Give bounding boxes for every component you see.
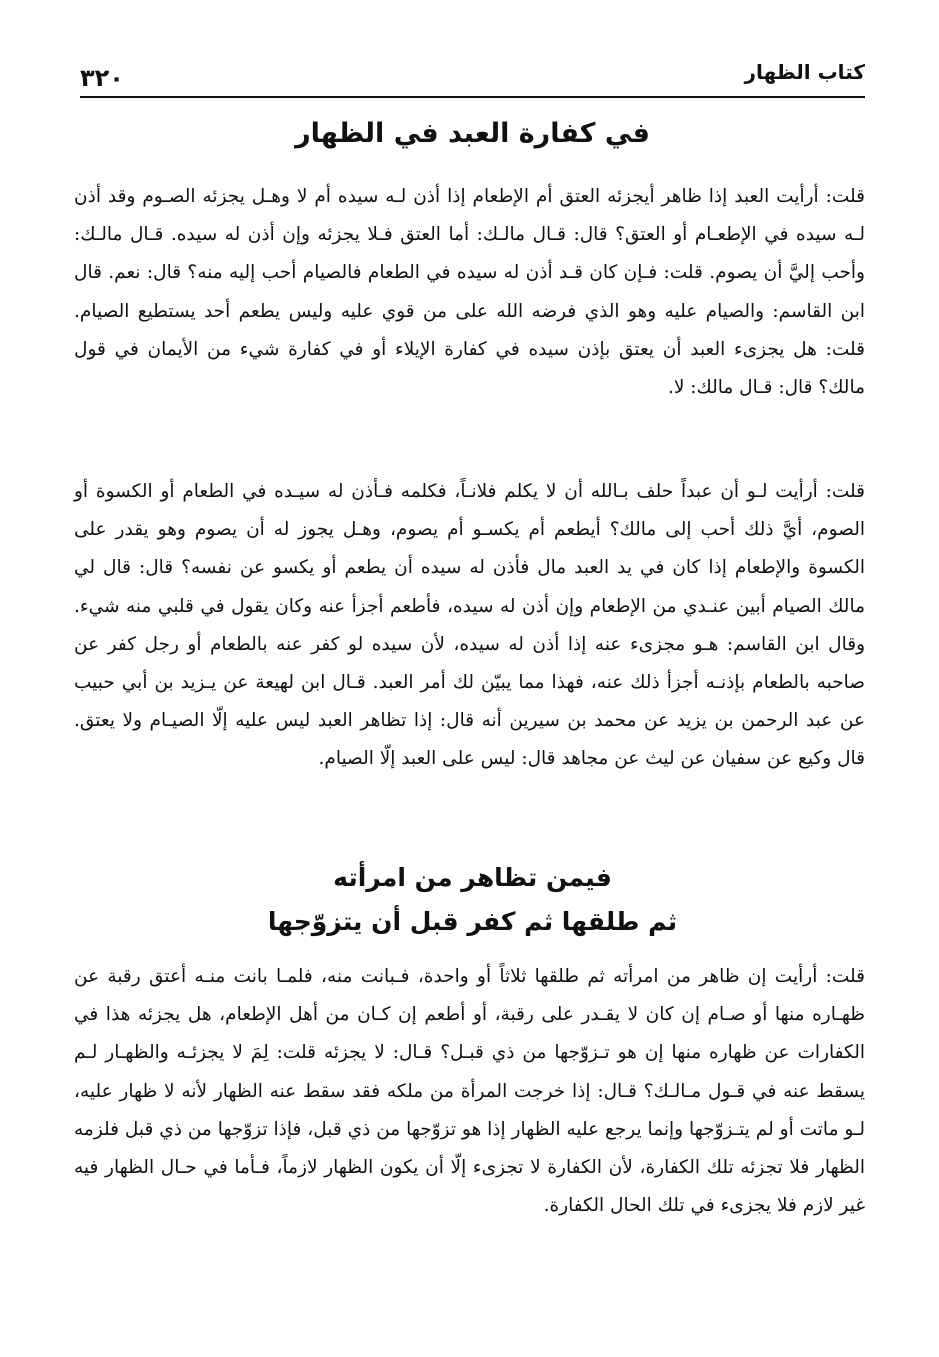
book-title: كتاب الظهار bbox=[744, 60, 865, 84]
section-heading-line-2: ثم طلقها ثم كفر قبل أن يتزوّجها bbox=[267, 907, 678, 936]
section-heading-slave-expiation: في كفارة العبد في الظهار bbox=[295, 118, 650, 149]
paragraph-1: قلت: أرأيت العبد إذا ظاهر أيجزئه العتق أم الإطعام إذا أذن لـه سيده أم لا وهـل يجزئه الصـوم وقد أذن لـه سيده في الإطعـام أو العتق؟ قال: قـال مالـك: أما العتق فـلا يجزئه وإن أذن له سيده. قـال مالـك: وأحب إليَّ أن يصوم. قلت: فـإن كان قـد أذن له سيده في الطعام فالصيام أحب إليه منه؟ قال: نعم. قال ابن القاسم: والصيام عليه وهو الذي فرضه الله على من قوي عليه وليس يطعم أحد يستطيع الصيام. قلت: هل يجزىء العبد أن يعتق بإذن سيده في كفارة الإيلاء أو في كفارة شيء من الأيمان في قول مالك؟ قال: قـال مالك: لا. bbox=[74, 186, 865, 399]
paragraph-2: قلت: أرأيت لـو أن عبداً حلف بـالله أن لا يكلم فلانـاً، فكلمه فـأذن له سيـده في الطعام أو الكسوة أو الصوم، أيَّ ذلك أحب إلى مالك؟ أيطعم أم يكسـو أم يصوم، وهـل يجوز له أن يصوم وهو يقدر على الكسوة والإطعام إذا كان في يد العبد مال فأذن له سيده أن يطعم أو يكسو عن نفسه؟ قال: قال لي مالك الصيام أبين عنـدي من الإطعام وإن أذن له سيده، فأطعم أجزأ عنه وكان يقول في قلبي منه شيء. وقال ابن القاسم: هـو مجزىء عنه إذا أذن له سيده، لأن سيده لو كفر عنه بالطعام أو رجل كفر عن صاحبه بالطعام بإذنـه أجزأ ذلك عنه، فهذا مما يبيّن لك أمر العبد. قـال ابن لهيعة عن يـزيد بن أبي حبيب عن عبد الرحمن بن يزيد عن محمد بن سيرين أنه قال: إذا تظاهر العبد ليس عليه إلّا الصيـام ولا يعتق. قال وكيع عن سفيان عن ليث عن مجاهد قال: ليس على العبد إلّا الصيام. bbox=[74, 481, 865, 770]
paragraph-3: قلت: أرأيت إن ظاهر من امرأته ثم طلقها ثلاثاً أو واحدة، فـبانت منه، فلمـا بانت منـه أعتق رقبة عن ظهـاره منها أو صـام إن كان لا يقـدر على رقبة، أو أطعم إن كـان من أهل الإطعام، هل يجزئه هذا في الكفارات عن ظهاره منها إن هو تـزوّجها من ذي قبـل؟ قـال: لا يجزئه قلت: لِمَ لا يجزئـه والظهـار لـم يسقط عنه في قـول مـالـك؟ قـال: إذا خرجت المرأة من ملكه فقد سقط عنه الظهار لأنه لا ظهار عليه، لـو ماتت أو لم يتـزوّجها وإنما يرجع عليه الظهار إذا هو تزوّجها من ذي قبل، فإذا تزوّجها من ذي قبل فلزمه الظهار فلا تجزئه تلك الكفارة، لأن الكفارة لا تجزىء إلّا أن يكون الظهار لازماً، فـأما في حـال الظهار فيه غير لازم فلا يجزىء في تلك الحال الكفارة. bbox=[74, 966, 865, 1217]
section-heading-line-1: فيمن تظاهر من امرأته bbox=[333, 863, 612, 892]
running-header bbox=[80, 58, 865, 98]
page-number: ٣٢٠ bbox=[80, 64, 124, 92]
